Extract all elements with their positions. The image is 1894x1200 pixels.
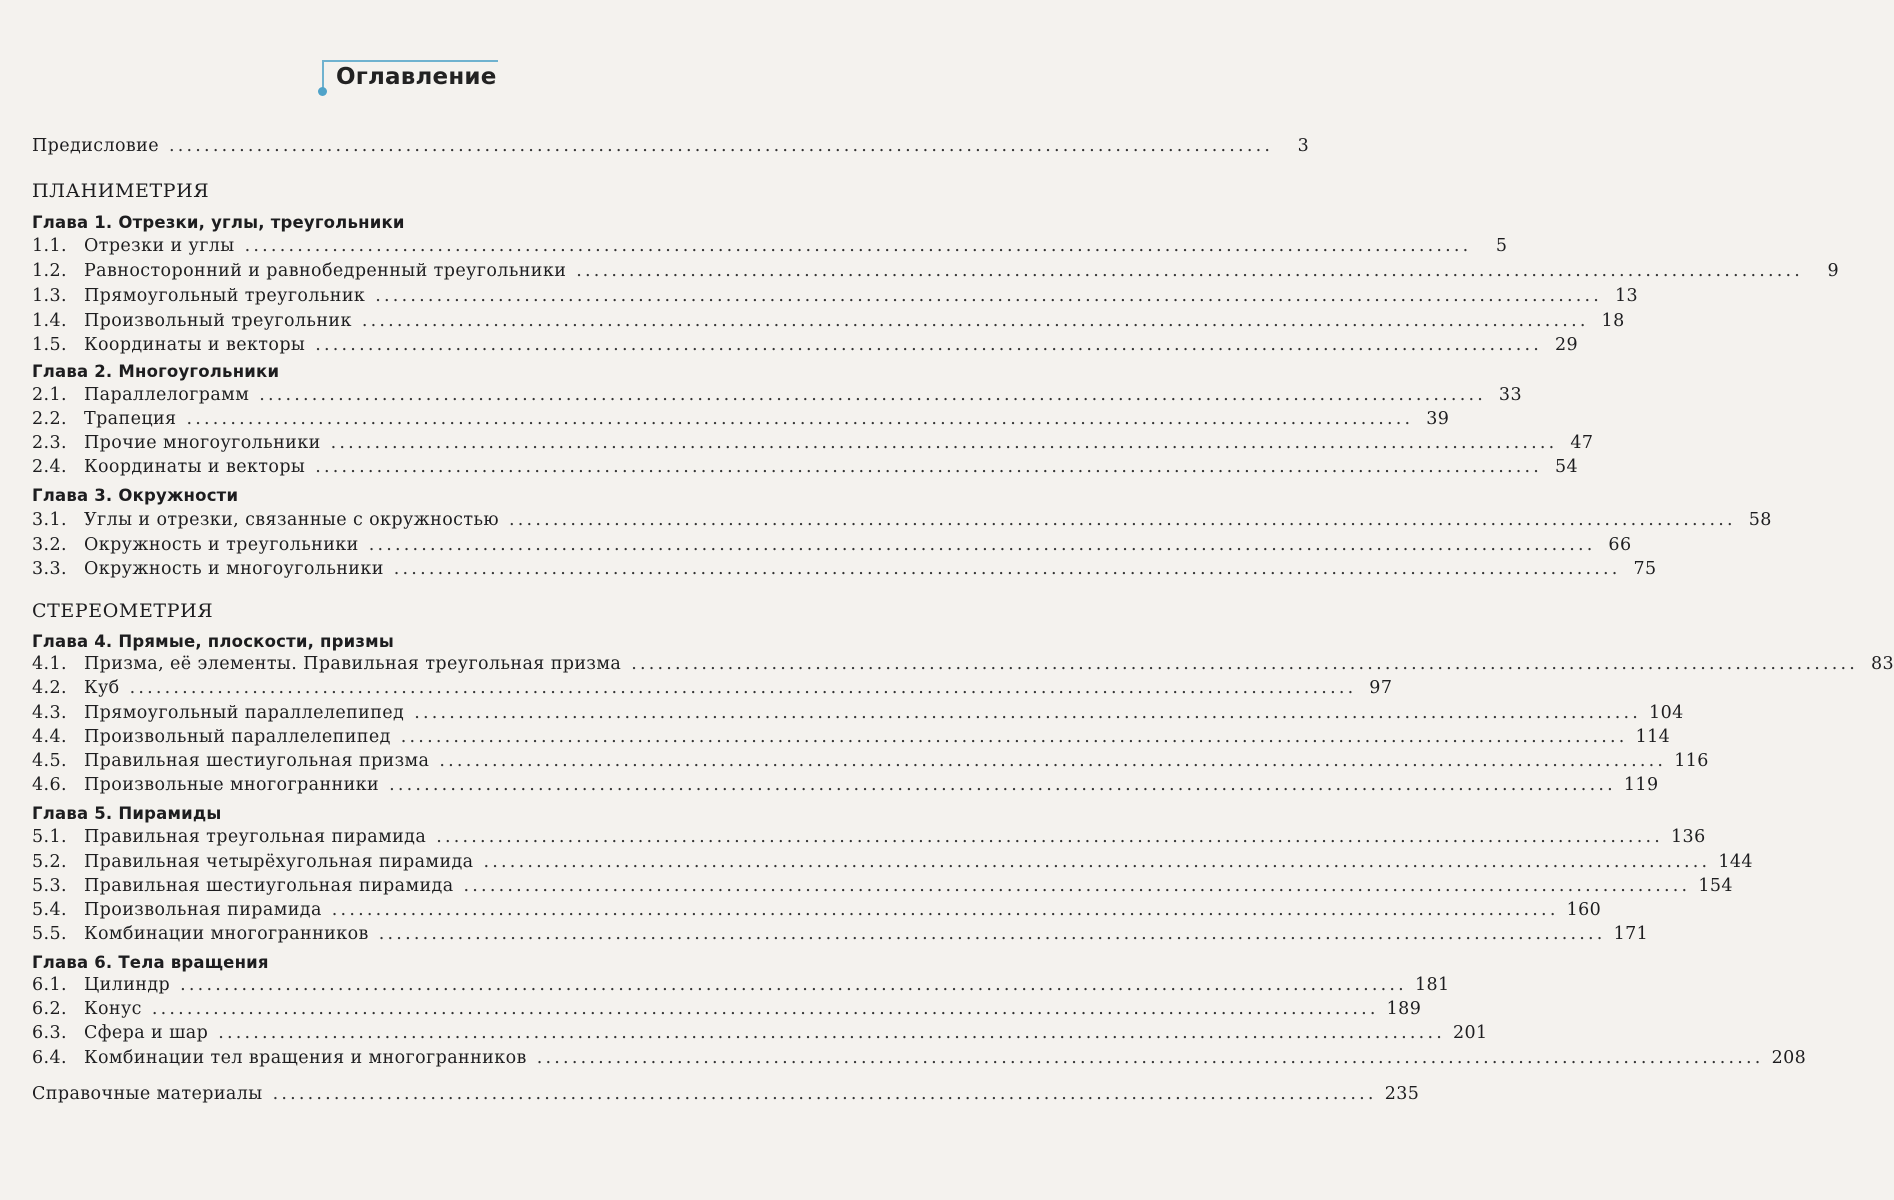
entry-text: Окружность и треугольники <box>84 535 359 555</box>
entry-text: Призма, её элементы. Правильная треугольная призма <box>84 654 622 674</box>
entry-text: Координаты и векторы <box>84 335 306 355</box>
dot-leader: ............................................................................................................................................ <box>378 924 1606 944</box>
dot-leader: ............................................................................................................................................ <box>400 727 1628 747</box>
toc-entry[interactable] <box>32 748 1709 774</box>
dot-leader: ............................................................................................................................................ <box>186 409 1414 429</box>
dot-leader: ............................................................................................................................................ <box>389 775 1616 795</box>
toc-entry[interactable] <box>32 233 1508 259</box>
entry-number: 2.4. <box>32 457 67 477</box>
toc-entry[interactable] <box>32 507 1772 533</box>
entry-page: 160 <box>1566 900 1602 920</box>
toc-entry[interactable] <box>32 724 1671 750</box>
dot-leader: ............................................................................................................................................ <box>244 236 1472 256</box>
entry-text: Произвольный треугольник <box>84 311 352 331</box>
entry-page: 181 <box>1414 975 1450 995</box>
entry-page: 66 <box>1608 535 1632 555</box>
entry-number: 3.3. <box>32 559 67 579</box>
entry-page: 114 <box>1635 727 1671 747</box>
chapter-heading: Глава 5. Пирамиды <box>32 804 222 823</box>
entry-number: 3.1. <box>32 510 67 530</box>
toc-entry[interactable] <box>32 700 1684 726</box>
entry-number: 1.1. <box>32 236 67 256</box>
entry-text: Углы и отрезки, связанные с окружностью <box>84 510 500 530</box>
entry-text: Куб <box>84 678 120 698</box>
entry-text: Сфера и шар <box>84 1023 209 1043</box>
toc-entry[interactable] <box>32 430 1594 456</box>
toc-entry[interactable] <box>32 1045 1807 1071</box>
toc-entry[interactable] <box>32 651 1894 677</box>
dot-leader: ............................................................................................................................................ <box>536 1048 1764 1068</box>
toc-entry[interactable] <box>32 283 1639 309</box>
toc-entry[interactable] <box>32 308 1625 334</box>
dot-leader: ............................................................................................................................................ <box>509 510 1736 530</box>
toc-entry[interactable] <box>32 1020 1488 1046</box>
title-accent-line-vertical <box>322 60 324 90</box>
toc-entry[interactable] <box>32 258 1840 284</box>
chapter-heading: Глава 6. Тела вращения <box>32 953 269 972</box>
entry-page: 58 <box>1748 510 1772 530</box>
chapter-heading: Глава 2. Многоугольники <box>32 362 280 381</box>
entry-page: 116 <box>1674 751 1709 771</box>
section-heading-planimetry: ПЛАНИМЕТРИЯ <box>32 180 210 202</box>
entry-page: 9 <box>1827 261 1840 281</box>
entry-number: 5.1. <box>32 827 67 847</box>
dot-leader: ............................................................................................................................................ <box>375 286 1603 306</box>
entry-number: 4.1. <box>32 654 67 674</box>
entry-text: Отрезки и углы <box>84 236 235 256</box>
entry-number: 5.5. <box>32 924 67 944</box>
entry-text: Справочные материалы <box>32 1084 263 1104</box>
toc-entry[interactable] <box>32 675 1393 701</box>
toc-title-block <box>318 60 500 96</box>
dot-leader: ............................................................................................................................................ <box>368 535 1596 555</box>
entry-text: Прямоугольный треугольник <box>84 286 366 306</box>
page-title: Оглавление <box>336 64 497 90</box>
dot-leader: ............................................................................................................................................ <box>218 1023 1445 1043</box>
dot-leader: ............................................................................................................................................ <box>315 457 1543 477</box>
entry-page: 144 <box>1718 852 1753 872</box>
entry-number: 6.2. <box>32 999 67 1019</box>
entry-page: 154 <box>1698 876 1733 896</box>
chapter-heading: Глава 4. Прямые, плоскости, призмы <box>32 632 394 651</box>
entry-page: 3 <box>1297 136 1310 156</box>
entry-number: 1.5. <box>32 335 67 355</box>
toc-entry[interactable] <box>32 556 1657 582</box>
entry-number: 4.6. <box>32 775 67 795</box>
entry-number: 4.3. <box>32 703 67 723</box>
toc-entry-reference[interactable] <box>32 1081 1420 1107</box>
entry-page: 5 <box>1495 236 1508 256</box>
toc-entry-preface[interactable] <box>32 133 1310 159</box>
toc-entry[interactable] <box>32 406 1450 432</box>
entry-text: Произвольная пирамида <box>84 900 322 920</box>
entry-number: 6.4. <box>32 1048 67 1068</box>
dot-leader: .............................................................................................................................. <box>272 1084 1377 1104</box>
dot-leader: ............................................................................................................................................ <box>129 678 1357 698</box>
toc-entry[interactable] <box>32 532 1632 558</box>
dot-leader: ............................................................................................................................................ <box>393 559 1621 579</box>
entry-text: Трапеция <box>84 409 177 429</box>
entry-text: Правильная треугольная пирамида <box>84 827 427 847</box>
entry-page: 97 <box>1369 678 1393 698</box>
entry-number: 3.2. <box>32 535 67 555</box>
entry-number: 4.2. <box>32 678 67 698</box>
toc-entry[interactable] <box>32 332 1579 358</box>
entry-number: 4.5. <box>32 751 67 771</box>
toc-entry[interactable] <box>32 824 1706 850</box>
entry-page: 13 <box>1615 286 1639 306</box>
entry-page: 208 <box>1771 1048 1807 1068</box>
entry-page: 39 <box>1426 409 1450 429</box>
entry-number: 2.3. <box>32 433 67 453</box>
toc-entry[interactable] <box>32 921 1649 947</box>
entry-number: 4.4. <box>32 727 67 747</box>
toc-entry[interactable] <box>32 972 1450 998</box>
entry-number: 2.1. <box>32 385 67 405</box>
entry-number: 2.2. <box>32 409 67 429</box>
dot-leader: ............................................................................................................................................ <box>463 876 1691 896</box>
entry-page: 18 <box>1601 311 1625 331</box>
entry-text: Предисловие <box>32 136 159 156</box>
toc-entry[interactable] <box>32 382 1522 408</box>
entry-text: Прямоугольный параллелепипед <box>84 703 405 723</box>
entry-text: Координаты и векторы <box>84 457 306 477</box>
toc-entry[interactable] <box>32 897 1602 923</box>
dot-leader: ............................................................................................................................................ <box>361 311 1589 331</box>
entry-text: Правильная шестиугольная призма <box>84 751 430 771</box>
toc-entry[interactable] <box>32 849 1753 875</box>
entry-number: 1.4. <box>32 311 67 331</box>
entry-text: Прочие многоугольники <box>84 433 321 453</box>
dot-leader: ............................................................................................................................................ <box>436 827 1663 847</box>
dot-leader: ............................................................................................................................................ <box>330 433 1558 453</box>
entry-text: Цилиндр <box>84 975 171 995</box>
dot-leader: ............................................................................................................................................ <box>576 261 1804 281</box>
dot-leader: ............................................................................................................................................ <box>414 703 1642 723</box>
section-heading-stereometry: СТЕРЕОМЕТРИЯ <box>32 600 214 622</box>
entry-text: Произвольный параллелепипед <box>84 727 391 747</box>
entry-number: 5.4. <box>32 900 67 920</box>
dot-leader: ............................................................................................................................................ <box>483 852 1711 872</box>
dot-leader: ............................................................................................................................................ <box>631 654 1859 674</box>
entry-number: 1.3. <box>32 286 67 306</box>
dot-leader: ............................................................................................................................................ <box>259 385 1486 405</box>
dot-leader: .............................................................................................................................. <box>169 136 1274 156</box>
entry-page: 33 <box>1498 385 1522 405</box>
entry-text: Комбинации тел вращения и многогранников <box>84 1048 527 1068</box>
entry-text: Окружность и многоугольники <box>84 559 384 579</box>
entry-page: 83 <box>1870 654 1894 674</box>
entry-page: 104 <box>1649 703 1684 723</box>
chapter-heading: Глава 1. Отрезки, углы, треугольники <box>32 213 405 232</box>
entry-page: 119 <box>1623 775 1659 795</box>
entry-text: Правильная четырёхугольная пирамида <box>84 852 474 872</box>
entry-text: Произвольные многогранники <box>84 775 380 795</box>
dot-leader: ............................................................................................................................................ <box>151 999 1379 1019</box>
entry-text: Равносторонний и равнобедренный треугольники <box>84 261 567 281</box>
entry-text: Конус <box>84 999 142 1019</box>
entry-number: 6.1. <box>32 975 67 995</box>
toc-entry[interactable] <box>32 772 1659 798</box>
entry-page: 75 <box>1633 559 1657 579</box>
entry-page: 235 <box>1384 1084 1420 1104</box>
entry-page: 189 <box>1386 999 1422 1019</box>
entry-page: 47 <box>1570 433 1594 453</box>
entry-page: 54 <box>1554 457 1579 477</box>
dot-leader: ............................................................................................................................................ <box>331 900 1559 920</box>
entry-page: 136 <box>1671 827 1706 847</box>
entry-text: Правильная шестиугольная пирамида <box>84 876 454 896</box>
chapter-heading: Глава 3. Окружности <box>32 486 239 505</box>
toc-entry[interactable] <box>32 873 1733 899</box>
dot-leader: ............................................................................................................................................ <box>439 751 1667 771</box>
entry-text: Комбинации многогранников <box>84 924 369 944</box>
entry-number: 1.2. <box>32 261 67 281</box>
title-accent-dot <box>318 87 327 96</box>
entry-text: Параллелограмм <box>84 385 250 405</box>
entry-page: 29 <box>1554 335 1579 355</box>
title-accent-line <box>322 60 498 62</box>
entry-number: 5.2. <box>32 852 67 872</box>
toc-entry[interactable] <box>32 454 1579 480</box>
dot-leader: ............................................................................................................................................ <box>315 335 1543 355</box>
entry-page: 201 <box>1452 1023 1488 1043</box>
toc-entry[interactable] <box>32 996 1422 1022</box>
dot-leader: ............................................................................................................................................ <box>180 975 1407 995</box>
entry-number: 6.3. <box>32 1023 67 1043</box>
entry-page: 171 <box>1613 924 1649 944</box>
entry-number: 5.3. <box>32 876 67 896</box>
